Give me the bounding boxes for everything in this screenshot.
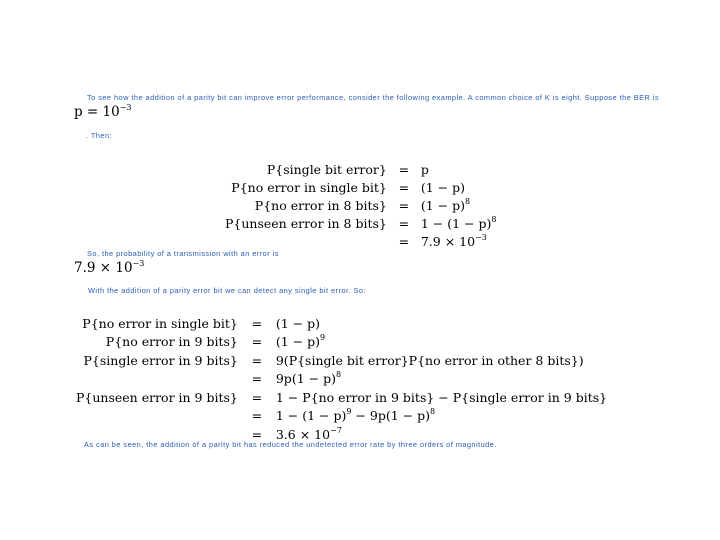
equation-rhs (276, 314, 607, 333)
ber-exponent: −3 (119, 103, 132, 112)
equation-tail: − 9p(1 − p) (351, 408, 430, 424)
equation-lhs: P{single error in 9 bits} (83, 352, 238, 368)
equation-rhs (276, 388, 607, 407)
error-probability-value (74, 260, 144, 276)
equation-operator: = (251, 408, 263, 424)
equation-row (76, 388, 607, 407)
equation-operator: = (251, 334, 263, 350)
equation-set-2-body (76, 314, 607, 444)
equation-lhs: P{no error in single bit} (82, 315, 238, 331)
equation-row (76, 333, 607, 352)
equation-tail-exponent: 8 (429, 407, 436, 417)
equation-lhs: P{unseen error in 9 bits} (76, 389, 238, 405)
equation-exponent: −3 (475, 232, 487, 242)
equation-rhs (421, 232, 497, 250)
equation-operator: = (251, 352, 263, 368)
so-text: So, the probability of a transmission with an error is (87, 249, 279, 258)
equation-lhs: P{unseen error in 8 bits} (225, 215, 387, 231)
equation-operator: = (398, 197, 410, 213)
equation-row (76, 351, 607, 370)
equation-row (76, 314, 607, 333)
equation-rhs-text: 7.9 × 10 (420, 233, 476, 249)
equation-row (76, 370, 607, 389)
equation-operator: = (251, 371, 263, 387)
equation-rhs-text: 9(P{single bit error}P{no error in other 8 bits}) (275, 352, 584, 368)
equation-lhs: P{no error in single bit} (231, 179, 387, 195)
equation-row (225, 232, 496, 250)
equation-rhs-text: (1 − p) (275, 315, 320, 331)
equation-rhs-text: 3.6 × 10 (275, 426, 331, 442)
equation-operator: = (251, 315, 263, 331)
ber-base: p = 10 (74, 104, 120, 120)
equation-lhs: P{no error in 8 bits} (254, 197, 387, 213)
equation-rhs-text: 9p(1 − p) (275, 371, 336, 387)
equation-rhs (276, 333, 607, 352)
equation-exponent: 8 (465, 196, 471, 206)
equation-rhs (276, 351, 607, 370)
equation-lhs (225, 232, 387, 250)
equation-operator: = (251, 426, 263, 442)
equation-rhs-text: (1 − p) (420, 197, 465, 213)
equation-row (225, 196, 496, 214)
equation-exponent: −7 (330, 425, 342, 435)
equation-exponent: 9 (320, 333, 326, 343)
equation-set-2 (76, 314, 607, 444)
equation-set-1-body (225, 160, 496, 250)
equation-rhs-text: p (420, 161, 429, 177)
equation-exponent: 8 (335, 370, 342, 380)
equation-rhs (421, 178, 497, 196)
error-probability-base: 7.9 × 10 (74, 260, 133, 276)
conclusion-text: As can be seen, the addition of a parity bit has reduced the undetected error rate by three orders of magnitude. (84, 440, 497, 449)
equation-set-1 (225, 160, 496, 250)
equation-rhs-text: (1 − p) (420, 179, 465, 195)
equation-lhs (76, 370, 238, 389)
equation-exponent: 9 (346, 407, 352, 417)
then-text: . Then: (86, 131, 113, 140)
equation-operator: = (398, 161, 410, 177)
equation-rhs (421, 160, 497, 178)
equation-operator: = (398, 233, 410, 249)
equation-rhs-text: 1 − (1 − p) (420, 215, 492, 231)
equation-rhs-text: 1 − (1 − p) (275, 408, 347, 424)
equation-rhs (276, 370, 607, 389)
equation-lhs: P{no error in 9 bits} (105, 334, 238, 350)
equation-operator: = (251, 389, 263, 405)
error-probability-exponent: −3 (132, 259, 145, 268)
equation-row (225, 160, 496, 178)
equation-exponent: 8 (491, 214, 497, 224)
equation-row (225, 178, 496, 196)
equation-rhs (276, 407, 607, 426)
equation-rhs (421, 214, 497, 232)
intro-text: To see how the addition of a parity bit can improve error performance, consider the following example. A common choice of K is eight. Suppose the BER is (87, 93, 660, 102)
ber-value (74, 104, 132, 120)
equation-operator: = (398, 179, 410, 195)
equation-row (225, 214, 496, 232)
equation-lhs: P{single bit error} (266, 161, 387, 177)
equation-rhs-text: 1 − P{no error in 9 bits} − P{single error in 9 bits} (275, 389, 608, 405)
equation-lhs (76, 407, 238, 426)
equation-rhs-text: (1 − p) (275, 334, 320, 350)
parity-text: With the addition of a parity error bit we can detect any single bit error. So: (88, 286, 366, 295)
equation-row (76, 407, 607, 426)
equation-rhs (421, 196, 497, 214)
equation-operator: = (398, 215, 410, 231)
